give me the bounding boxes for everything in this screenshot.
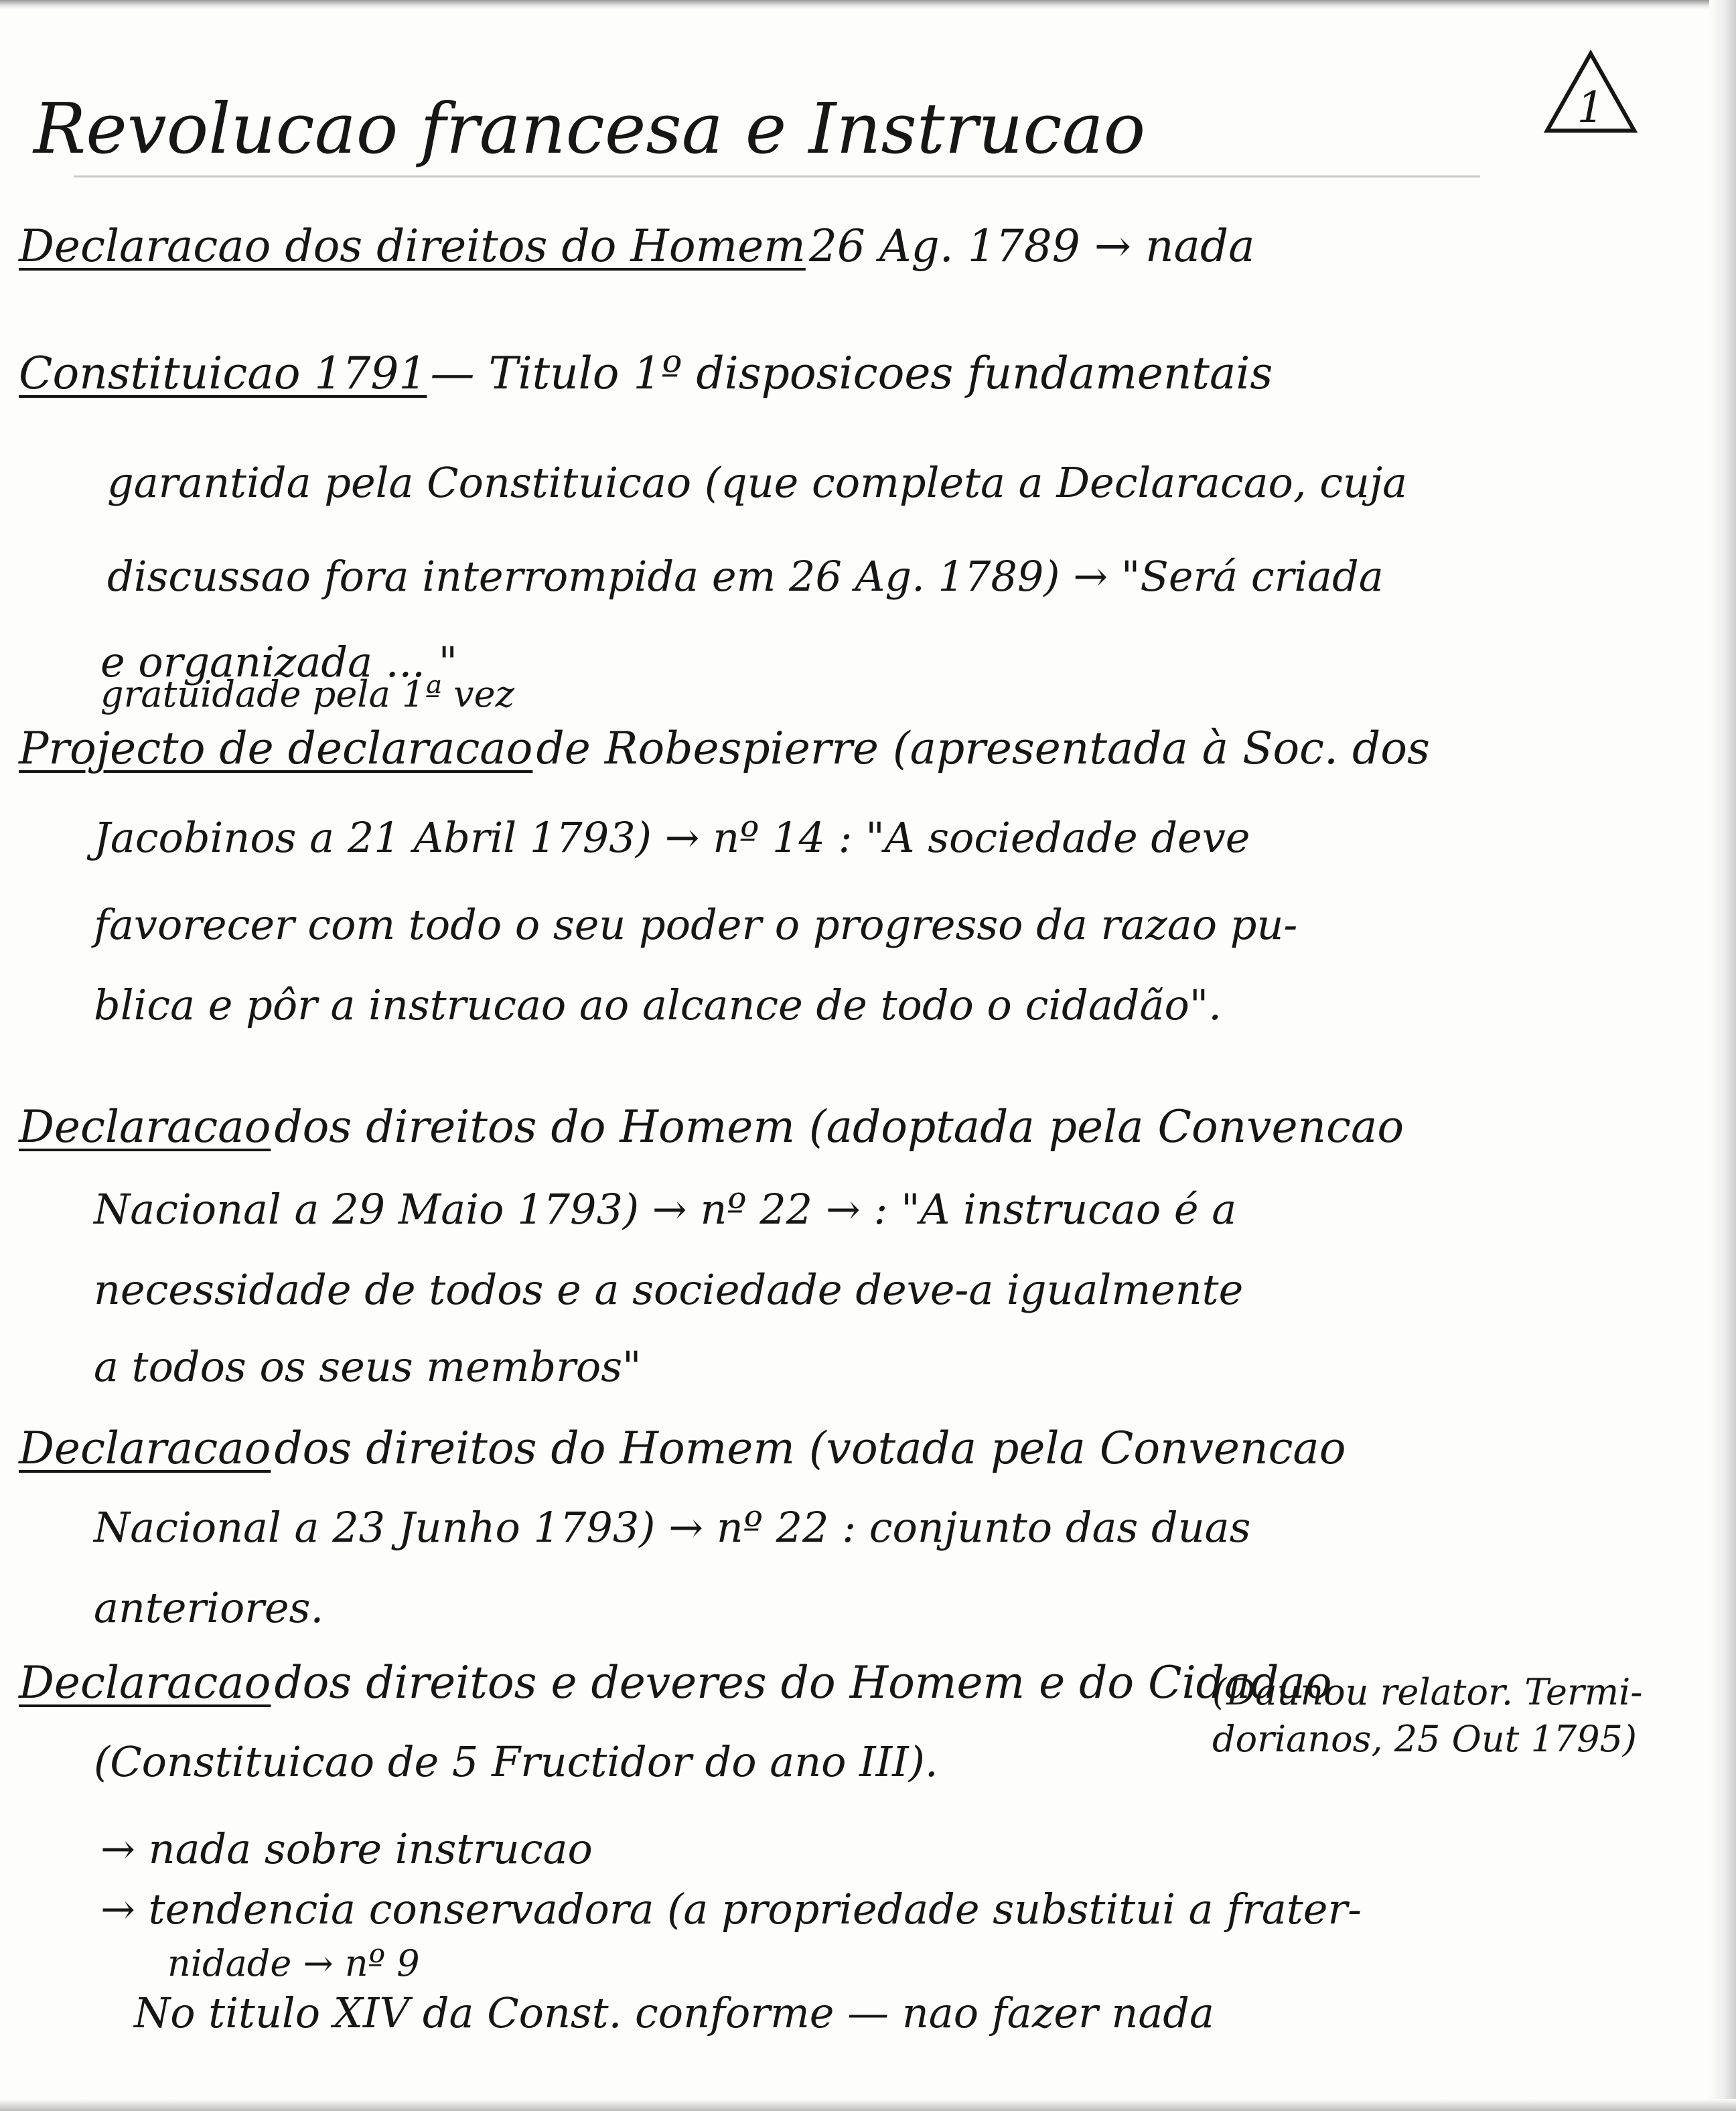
text-line: No titulo XIV da Const. conforme — nao fazer nada	[134, 1988, 1214, 2037]
page-number-badge	[1540, 47, 1641, 141]
text-line: nidade → nº 9	[167, 1942, 420, 1984]
section-heading-rest: — Titulo 1º disposicoes fundamentais	[430, 348, 1273, 399]
margin-note-line: (Daunou relator. Termi-	[1212, 1671, 1643, 1713]
section-heading: Declaracao dos direitos do Homem	[19, 220, 806, 272]
scan-edge-right	[1709, 0, 1736, 2111]
section-heading: Constituicao 1791	[19, 348, 427, 399]
section-heading-rest: dos direitos e deveres do Homem e do Cidadao	[274, 1657, 1332, 1708]
text-line: Nacional a 29 Maio 1793) → nº 22 → : "A instrucao é a	[94, 1185, 1237, 1234]
text-line: Jacobinos a 21 Abril 1793) → nº 14 : "A sociedade deve	[94, 813, 1250, 862]
section-4	[19, 1101, 1404, 1153]
section-5	[19, 1423, 1346, 1474]
page-title: Revolucao francesa e Instrucao	[33, 88, 1146, 169]
section-heading-rest: 26 Ag. 1789 → nada	[808, 220, 1255, 272]
text-line: garantida pela Constituicao (que completa a Declaracao, cuja	[107, 458, 1408, 507]
text-line: blica e pôr a instrucao ao alcance de todo o cidadão".	[94, 980, 1222, 1029]
text-line: gratuidade pela 1ª vez	[100, 673, 515, 715]
text-line: → tendencia conservadora (a propriedade substitui a frater-	[100, 1885, 1362, 1934]
title-rule	[74, 175, 1480, 177]
section-2	[19, 348, 1273, 399]
text-line: anteriores.	[94, 1583, 324, 1632]
section-3	[19, 723, 1430, 774]
page-number: 1	[1577, 83, 1605, 133]
section-heading: Projecto de declaracao	[19, 723, 533, 774]
section-heading: Declaracao	[19, 1423, 271, 1474]
section-1	[19, 220, 1255, 272]
text-line: necessidade de todos e a sociedade deve-a igualmente	[94, 1265, 1244, 1314]
text-line: e organizada ... "	[100, 638, 458, 686]
scan-edge-bottom	[0, 2099, 1736, 2111]
scan-edge-top	[0, 0, 1736, 9]
section-6	[19, 1657, 1332, 1708]
section-heading: Declaracao	[19, 1101, 271, 1153]
section-heading: Declaracao	[19, 1657, 271, 1708]
text-line: discussao fora interrompida em 26 Ag. 1789) → "Será criada	[107, 552, 1384, 601]
text-line: Nacional a 23 Junho 1793) → nº 22 : conjunto das duas	[94, 1503, 1251, 1552]
text-line: → nada sobre instrucao	[100, 1824, 593, 1873]
section-heading-rest: dos direitos do Homem (votada pela Convencao	[274, 1423, 1346, 1474]
margin-note-line: dorianos, 25 Out 1795)	[1212, 1718, 1637, 1760]
section-heading-rest: de Robespierre (apresentada à Soc. dos	[536, 723, 1430, 774]
text-line: (Constituicao de 5 Fructidor do ano III).	[94, 1737, 938, 1786]
text-line: a todos os seus membros"	[94, 1342, 642, 1391]
text-line: favorecer com todo o seu poder o progresso da razao pu-	[94, 900, 1298, 949]
section-heading-rest: dos direitos do Homem (adoptada pela Convencao	[274, 1101, 1404, 1153]
